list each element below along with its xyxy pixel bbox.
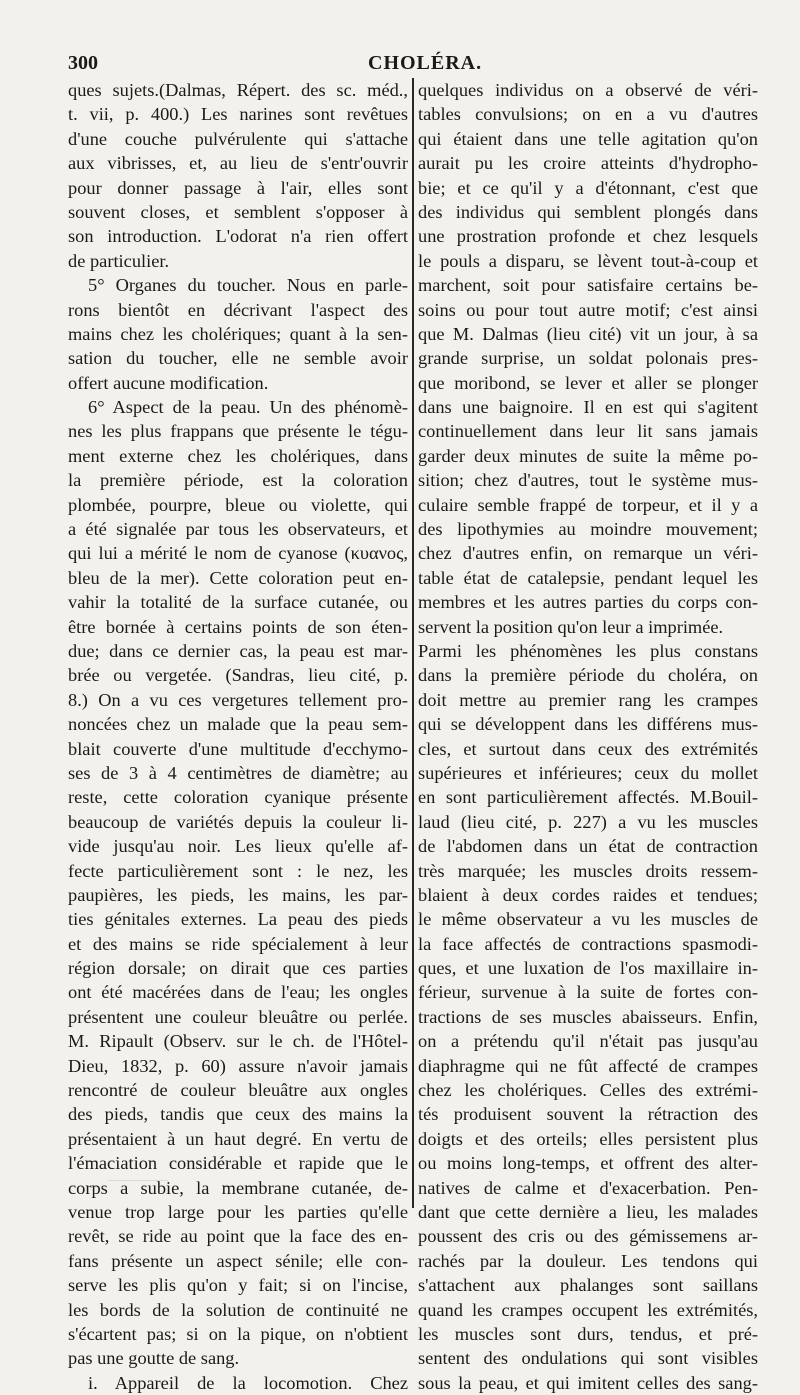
text-line: quand les crampes occupent les extrémités,: [418, 1299, 758, 1320]
text-line: ment externe chez les cholériques, dans: [68, 445, 408, 466]
text-line: supérieures et inférieures; ceux du mollet: [418, 762, 758, 783]
text-line: membres et les autres parties du corps con-: [418, 592, 758, 613]
text-line: M. Ripault (Observ. sur le ch. de l'Hôtel-: [68, 1031, 408, 1052]
text-line: beaucoup de variétés depuis la couleur li-: [68, 811, 408, 832]
text-line: les muscles sont durs, tendus, et pré-: [418, 1323, 758, 1344]
text-line: tractions de ses muscles abaisseurs. Enfin,: [418, 1006, 758, 1027]
text-line: chez d'autres enfin, on remarque un véri-: [418, 543, 758, 564]
running-title: CHOLÉRA.: [368, 52, 483, 74]
text-line: quelques individus on a observé de véri-: [418, 80, 758, 100]
text-line: pour donner passage à l'air, elles sont: [68, 177, 408, 198]
text-line: qui étaient dans une telle agitation qu'on: [418, 128, 758, 149]
text-line: pas une goutte de sang.: [68, 1348, 240, 1369]
text-line: blaient à deux cordes raides et tendues;: [418, 884, 758, 905]
text-line: noncées chez un malade que la peau sem-: [68, 714, 408, 735]
text-line: nes les plus frappans que présente le tégu-: [68, 421, 408, 442]
text-line: de l'abdomen dans un état de contraction: [418, 836, 758, 857]
text-line: due; dans ce dernier cas, la peau est mar-: [68, 640, 408, 661]
text-line: vahir la totalité de la surface cutanée, ou: [68, 592, 408, 613]
text-line: blait couverte d'une multitude d'ecchymo-: [68, 738, 408, 759]
text-line: paupières, les pieds, les mains, les par-: [68, 884, 408, 905]
page-number: 300: [68, 52, 98, 74]
text-line: ques, et une luxation de l'os maxillaire in-: [418, 958, 758, 979]
text-line: son introduction. L'odorat n'a rien offert: [68, 226, 408, 247]
text-line: ont été macérées dans de l'eau; les ongles: [68, 982, 408, 1003]
right-text-column: [418, 78, 758, 1395]
text-line: tables convulsions; on en a vu d'autres: [418, 104, 758, 125]
text-line: revêt, se ride au point que la face des en-: [68, 1226, 408, 1247]
text-line: s'écartent pas; si on la pique, on n'obtient: [68, 1323, 408, 1344]
text-line: dans une baignoire. Il en est qui s'agitent: [418, 397, 758, 418]
text-line: rons bientôt en décrivant l'aspect des: [68, 299, 408, 320]
text-line: fecte particulièrement sont : le nez, les: [68, 860, 408, 881]
text-line: le même observateur a vu les muscles de: [418, 909, 758, 930]
text-line: mains chez les cholériques; quant à la sen-: [68, 323, 408, 344]
text-line: des individus qui semblent plongés dans: [418, 201, 758, 222]
text-line: marchent, soit pour satisfaire certains be-: [418, 275, 758, 296]
text-line: la première période, est la coloration: [68, 470, 408, 491]
text-line: corps a subie, la membrane cutanée, de-: [68, 1177, 408, 1198]
text-line: aurait pu les croire atteints d'hydropho-: [418, 153, 758, 174]
text-line: plombée, pourpre, bleue ou violette, qui: [68, 494, 408, 515]
text-line: sentent des ondulations qui sont visibles: [418, 1348, 758, 1369]
text-line: souvent closes, et semblent s'opposer à: [68, 201, 408, 222]
text-line: bleu de la mer). Cette coloration peut en-: [68, 567, 408, 588]
text-line: serve les plis qu'on y fait; si on l'incise,: [68, 1275, 408, 1296]
text-line: sition; chez d'autres, tout le système mus-: [418, 470, 758, 491]
text-line: cles, et surtout dans ceux des extrémités: [418, 738, 758, 759]
text-line: une prostration profonde et chez lesquels: [418, 226, 758, 247]
text-line: tés produisent souvent la rétraction des: [418, 1104, 758, 1125]
text-line: ses de 3 à 4 centimètres de diamètre; au: [68, 762, 408, 783]
text-line: les bords de la solution de continuité ne: [68, 1299, 408, 1320]
text-line: ou moins long-temps, et offrent des alter-: [418, 1153, 758, 1174]
text-line: laud (lieu cité, p. 227) a vu les muscles: [418, 811, 758, 832]
text-line: venue trop large pour les parties qu'elle: [68, 1201, 408, 1222]
text-line: dans la première période du choléra, on: [418, 665, 758, 686]
text-line: que M. Dalmas (lieu cité) vit un jour, à sa: [418, 323, 758, 344]
text-line: reste, cette coloration cyanique présente: [68, 787, 408, 808]
text-line: offert aucune modification.: [68, 372, 269, 393]
text-line: des pieds, tandis que ceux des mains la: [68, 1104, 408, 1125]
text-line: culaire semble frappé de torpeur, et il y a: [418, 494, 758, 515]
text-line: d'une couche pulvérulente qui s'attache: [68, 128, 408, 149]
text-line: ques sujets.(Dalmas, Répert. des sc. méd.,: [68, 80, 408, 100]
text-line: a été signalée par tous les observateurs, et: [68, 519, 408, 540]
text-line: doit mettre au premier rang les crampes: [418, 689, 758, 710]
text-line: table état de catalepsie, pendant lequel les: [418, 567, 758, 588]
text-line: grande surprise, un soldat polonais pres-: [418, 348, 758, 369]
text-line: qui se développent dans les différens mus-: [418, 714, 758, 735]
text-line: continuellement dans leur lit sans jamais: [418, 421, 758, 442]
text-line: dant que cette dernière a lieu, les malades: [418, 1201, 758, 1222]
text-line: très marquée; les muscles droits ressem-: [418, 860, 758, 881]
text-line: servent la position qu'on leur a imprimée.: [418, 616, 724, 637]
text-line: rencontré de couleur bleuâtre aux ongles: [68, 1080, 408, 1101]
text-line: aux vibrisses, et, au lieu de s'entr'ouvrir: [68, 153, 408, 174]
text-line: bie; et ce qu'il y a d'étonnant, c'est que: [418, 177, 758, 198]
text-line: on a prétendu qu'il n'était pas jusqu'au: [418, 1031, 758, 1052]
text-line: des lipothymies au moindre mouvement;: [418, 519, 758, 540]
text-line: Dieu, 1832, p. 60) assure n'avoir jamais: [68, 1055, 408, 1076]
text-line: brée ou vergetée. (Sandras, lieu cité, p.: [68, 665, 408, 686]
text-line: l'émaciation considérable et rapide que le: [68, 1153, 408, 1174]
text-line: 6° Aspect de la peau. Un des phénomè-: [88, 397, 408, 418]
text-line: sation du toucher, elle ne semble avoir: [68, 348, 408, 369]
text-line: natives de calme et d'exacerbation. Pen-: [418, 1177, 758, 1198]
text-line: fans présente un aspect sénile; elle con-: [68, 1250, 408, 1271]
text-line: région dorsale; on dirait que ces parties: [68, 958, 408, 979]
text-line: sous la peau, et qui imitent celles des sang-: [418, 1372, 758, 1393]
text-line: rachés par la douleur. Les tendons qui: [418, 1250, 758, 1271]
text-line: et des mains se ride spécialement à leur: [68, 933, 408, 954]
text-line: présentent une couleur bleuâtre ou perlée.: [68, 1006, 408, 1027]
text-line: être bornée à certains points de son éten-: [68, 616, 408, 637]
text-line: soins ou pour tout autre motif; c'est ainsi: [418, 299, 758, 320]
faint-bleedthrough-mark: [108, 1180, 168, 1201]
text-line: 5° Organes du toucher. Nous en parle-: [88, 275, 408, 296]
text-line: que moribond, se lever et aller se plonger: [418, 372, 758, 393]
text-line: diaphragme qui ne fût affecté de crampes: [418, 1055, 758, 1076]
text-line: le pouls a disparu, se lèvent tout-à-coup et: [418, 250, 758, 271]
column-divider: [412, 78, 414, 1208]
text-line: en sont particulièrement affectés. M.Bouil-: [418, 787, 758, 808]
text-line: poussent des cris ou des gémissemens ar-: [418, 1226, 758, 1247]
page-header: [68, 48, 758, 80]
text-line: garder deux minutes de suite la même po-: [418, 445, 758, 466]
text-line: ties génitales externes. La peau des pieds: [68, 909, 408, 930]
text-line: 8.) On a vu ces vergetures tellement pro-: [68, 689, 408, 710]
text-line: la face affectés de contractions spasmodi-: [418, 933, 758, 954]
text-line: i. Appareil de la locomotion. Chez: [88, 1372, 408, 1393]
text-line: chez les cholériques. Celles des extrémi-: [418, 1080, 758, 1101]
text-line: t. vii, p. 400.) Les narines sont revêtues: [68, 104, 408, 125]
text-line: doigts et des orteils; elles persistent plus: [418, 1128, 758, 1149]
text-line: s'attachent aux phalanges sont saillans: [418, 1275, 758, 1296]
text-line: qui lui a mérité le nom de cyanose (κυανος,: [68, 543, 408, 564]
text-line: Parmi les phénomènes les plus constans: [418, 640, 758, 661]
text-line: présentaient à un haut degré. En vertu de: [68, 1128, 408, 1149]
text-line: vide jusqu'au noir. Les lieux qu'elle af-: [68, 836, 408, 857]
text-line: férieur, survenue à la suite de fortes con-: [418, 982, 758, 1003]
text-line: de particulier.: [68, 250, 170, 271]
